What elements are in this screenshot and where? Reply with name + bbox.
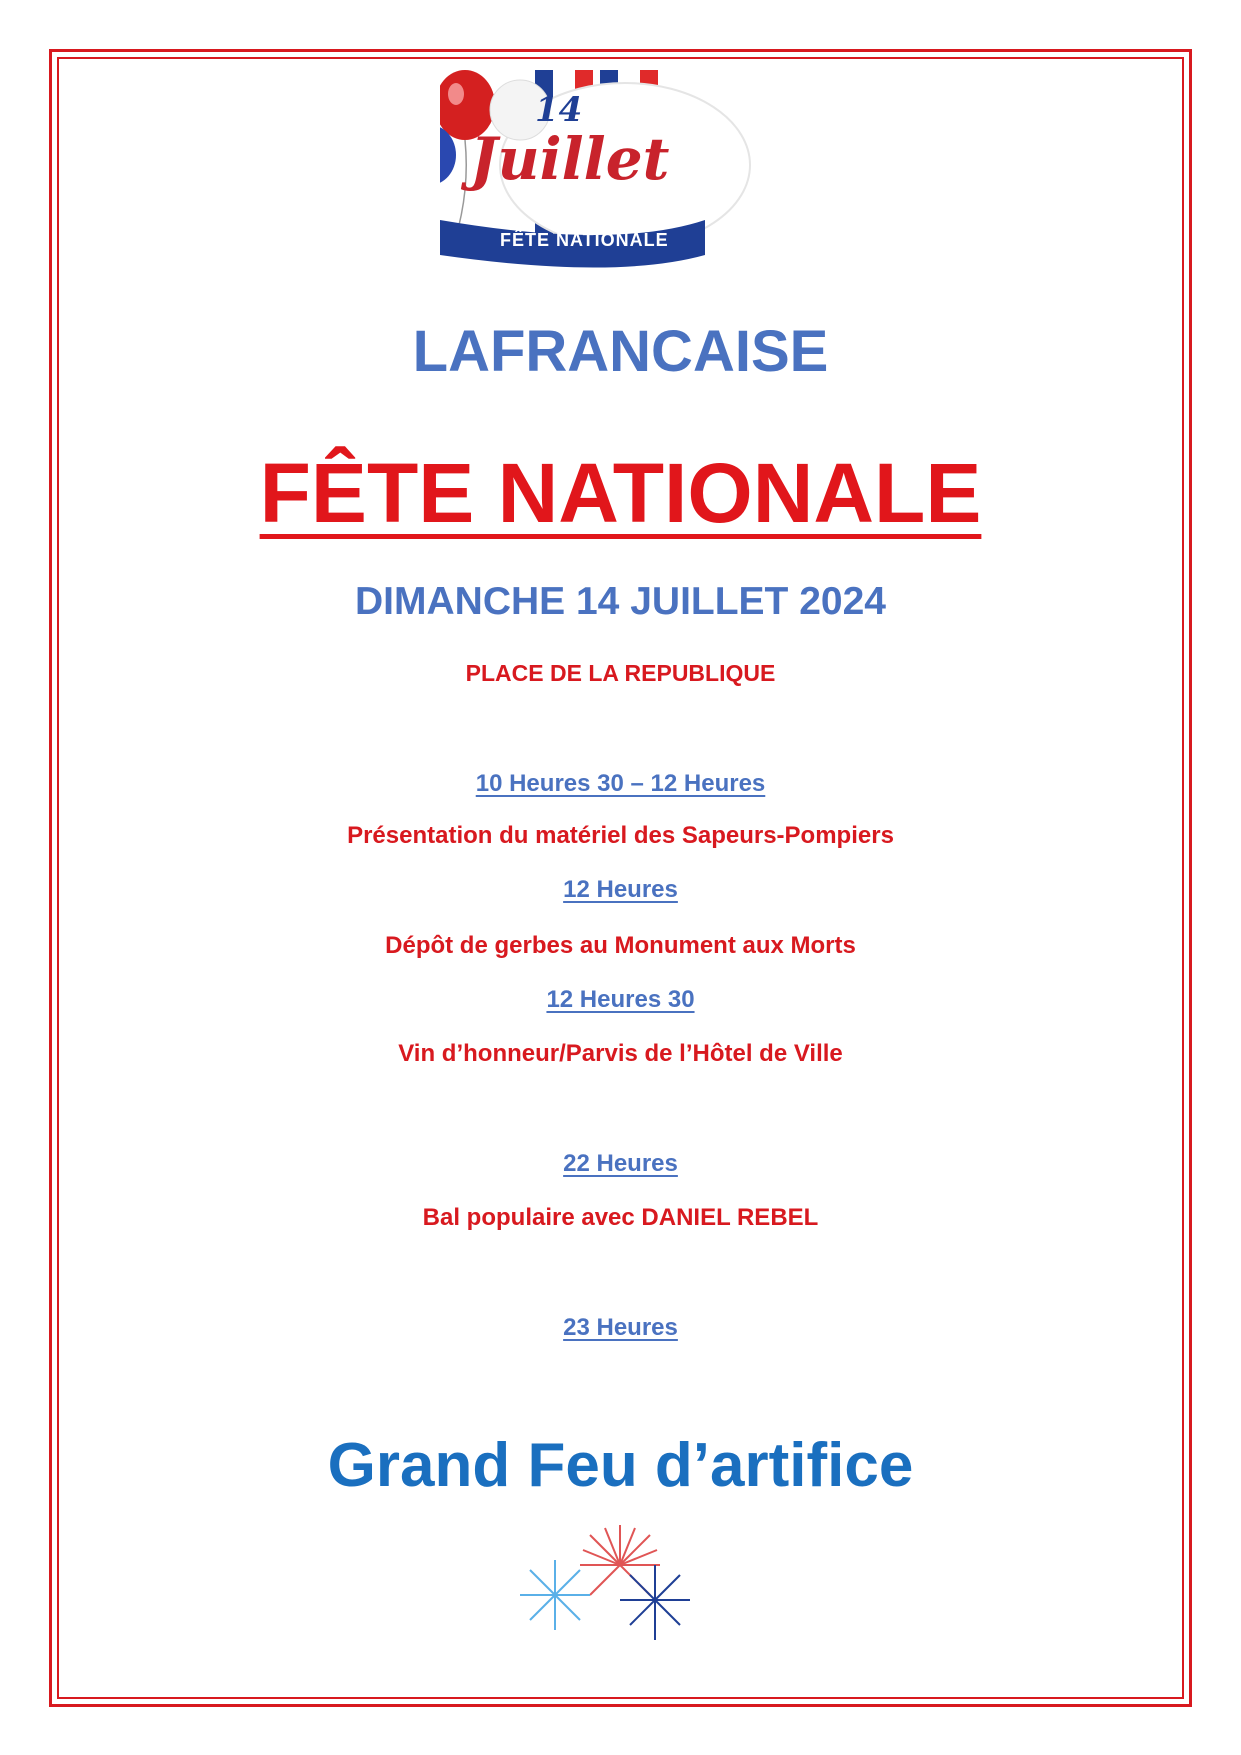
logo-number: 14 bbox=[535, 90, 583, 130]
schedule-event-2: Dépôt de gerbes au Monument aux Morts bbox=[385, 932, 856, 959]
event-location: PLACE DE LA REPUBLIQUE bbox=[465, 660, 776, 686]
schedule-event-1: Présentation du matériel des Sapeurs-Pompiers bbox=[347, 822, 894, 849]
page-title: FÊTE NATIONALE bbox=[259, 446, 982, 540]
logo-word: Juillet bbox=[470, 125, 670, 193]
schedule-time-3: 12 Heures 30 bbox=[546, 986, 695, 1013]
fete-nationale-logo bbox=[440, 70, 790, 290]
schedule-time-5: 23 Heures bbox=[563, 1314, 678, 1341]
schedule-time-1: 10 Heures 30 – 12 Heures bbox=[475, 770, 766, 797]
schedule-event-3: Vin d’honneur/Parvis de l’Hôtel de Ville bbox=[398, 1040, 843, 1067]
town-name: LAFRANCAISE bbox=[412, 319, 829, 384]
schedule-event-4: Bal populaire avec DANIEL REBEL bbox=[422, 1204, 819, 1231]
fireworks-decoration bbox=[510, 1520, 730, 1660]
logo-banner-text: FÊTE NATIONALE bbox=[500, 230, 669, 250]
finale-title: Grand Feu d’artifice bbox=[327, 1431, 914, 1500]
fireworks-icon bbox=[510, 1520, 730, 1660]
event-date: DIMANCHE 14 JUILLET 2024 bbox=[355, 580, 886, 623]
schedule-time-2: 12 Heures bbox=[563, 876, 678, 903]
schedule-time-4: 22 Heures bbox=[563, 1150, 678, 1177]
